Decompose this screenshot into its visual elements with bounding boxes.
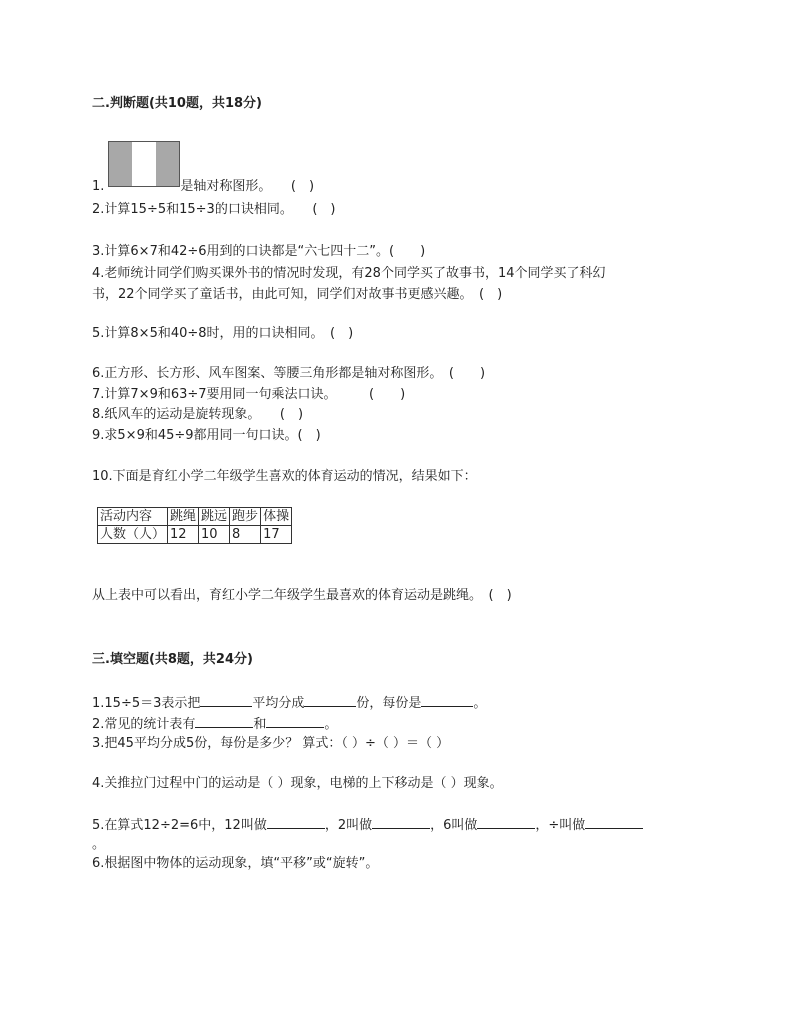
question-text: ，÷叫做 bbox=[535, 818, 586, 833]
table-cell: 跑步 bbox=[230, 508, 261, 526]
answer-blank[interactable] bbox=[266, 714, 324, 728]
table-cell: 体操 bbox=[261, 508, 292, 526]
question-2-10: 10.下面是育红小学二年级学生喜欢的体育运动的情况，结果如下： bbox=[92, 469, 477, 484]
question-2-3: 3.计算6×7和42÷6用到的口诀都是“六七四十二”。( ) bbox=[92, 244, 426, 259]
table-cell: 17 bbox=[261, 526, 292, 544]
question-text: ，2叫做 bbox=[324, 818, 373, 833]
question-2-10-statement: 从上表中可以看出，育红小学二年级学生最喜欢的体育运动是跳绳。 ( ) bbox=[92, 588, 512, 603]
question-2-1 bbox=[92, 178, 314, 195]
question-2-4-line2: 书，22个同学买了童话书，由此可知，同学们对故事书更感兴趣。 ( ) bbox=[92, 287, 503, 302]
question-text: 。 bbox=[473, 696, 487, 711]
question-number: 1. bbox=[92, 179, 105, 194]
table-cell: 跳远 bbox=[199, 508, 230, 526]
table-cell: 8 bbox=[230, 526, 261, 544]
question-text: 是轴对称图形。 ( ) bbox=[180, 179, 315, 194]
sports-table bbox=[97, 507, 292, 544]
question-2-8: 8.纸风车的运动是旋转现象。 ( ) bbox=[92, 407, 304, 422]
table-cell: 12 bbox=[168, 526, 199, 544]
table-cell: 人数（人） bbox=[98, 526, 168, 544]
answer-blank[interactable] bbox=[267, 815, 325, 829]
question-text: ，6叫做 bbox=[430, 818, 478, 833]
question-2-2: 2.计算15÷5和15÷3的口诀相同。 ( ) bbox=[92, 202, 336, 217]
question-3-5-end: 。 bbox=[92, 837, 106, 852]
answer-blank[interactable] bbox=[477, 815, 535, 829]
question-text: 份，每份是 bbox=[356, 696, 422, 711]
section-3-title: 三.填空题(共8题，共24分) bbox=[92, 652, 253, 667]
answer-blank[interactable] bbox=[304, 693, 356, 707]
table-row bbox=[98, 508, 292, 526]
table-row bbox=[98, 526, 292, 544]
question-3-1 bbox=[92, 693, 486, 712]
section-2-title: 二.判断题(共10题，共18分) bbox=[92, 96, 263, 111]
table-cell: 跳绳 bbox=[168, 508, 199, 526]
question-2-9: 9.求5×9和45÷9都用同一句口诀。( ) bbox=[92, 428, 321, 443]
question-3-5 bbox=[92, 815, 643, 834]
question-text: 1.15÷5＝3表示把 bbox=[92, 696, 201, 711]
answer-blank[interactable] bbox=[421, 693, 473, 707]
question-3-2 bbox=[92, 714, 337, 733]
question-3-6: 6.根据图中物体的运动现象，填“平移”或“旋转”。 bbox=[92, 856, 379, 871]
table-cell: 10 bbox=[199, 526, 230, 544]
question-text: 。 bbox=[324, 717, 338, 732]
question-2-4-line1: 4.老师统计同学们购买课外书的情况时发现，有28个同学买了故事书，14个同学买了科幻 bbox=[92, 266, 606, 281]
question-3-4: 4.关推拉门过程中门的运动是（ ）现象，电梯的上下移动是（ ）现象。 bbox=[92, 776, 503, 791]
answer-blank[interactable] bbox=[200, 693, 252, 707]
question-2-7: 7.计算7×9和63÷7要用同一句乘法口诀。 ( ) bbox=[92, 387, 406, 402]
question-text: 和 bbox=[253, 717, 267, 732]
question-2-6: 6.正方形、长方形、风车图案、等腰三角形都是轴对称图形。 ( ) bbox=[92, 366, 486, 381]
question-text: 5.在算式12÷2=6中，12叫做 bbox=[92, 818, 267, 833]
question-3-3: 3.把45平均分成5份，每份是多少？ 算式：（ ）÷（ ）＝（ ） bbox=[92, 736, 450, 751]
question-text: 2.常见的统计表有 bbox=[92, 717, 196, 732]
question-2-5: 5.计算8×5和40÷8时，用的口诀相同。 ( ) bbox=[92, 326, 354, 341]
table-cell: 活动内容 bbox=[98, 508, 168, 526]
answer-blank[interactable] bbox=[372, 815, 430, 829]
answer-blank[interactable] bbox=[585, 815, 643, 829]
answer-blank[interactable] bbox=[195, 714, 253, 728]
question-text: 平均分成 bbox=[252, 696, 305, 711]
